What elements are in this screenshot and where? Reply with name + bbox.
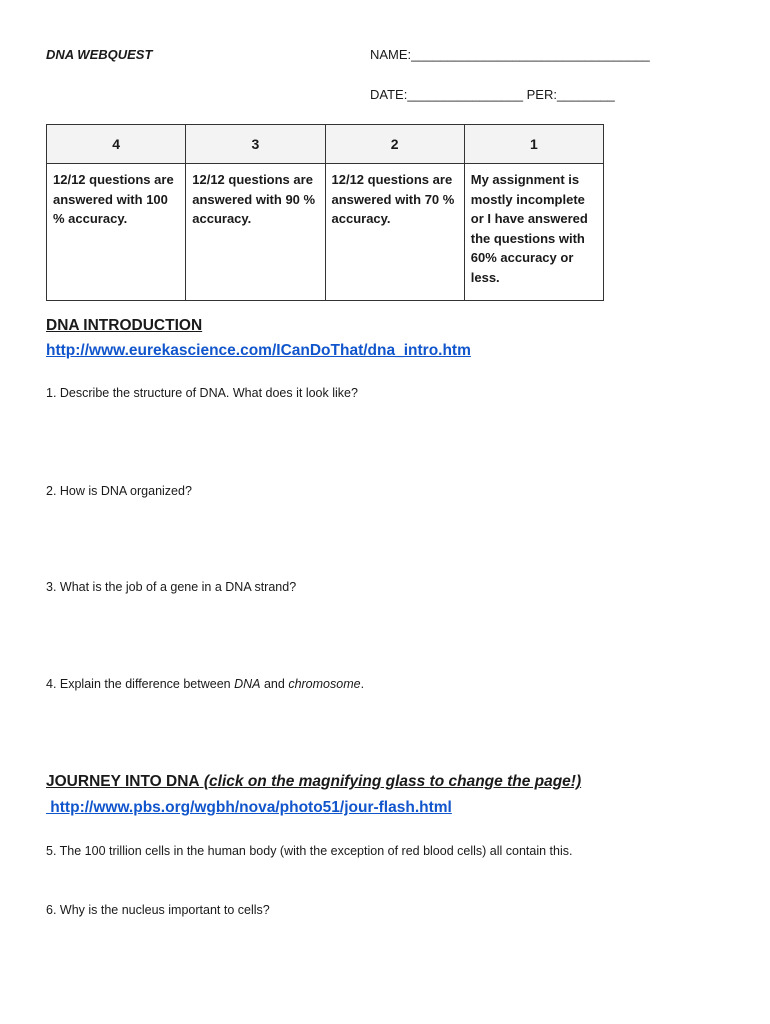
section-heading-journey-into-dna (46, 773, 581, 791)
rubric-description-4: 12/12 questions are answered with 100 % accuracy. (47, 164, 186, 301)
rubric-score-4: 4 (47, 125, 186, 164)
worksheet-title: DNA WEBQUEST (46, 47, 153, 62)
question-5: 5. The 100 trillion cells in the human body (with the exception of red blood cells) all contain this. (46, 844, 573, 858)
question-4-prefix: 4. Explain the difference between (46, 677, 235, 691)
question-6: 6. Why is the nucleus important to cells? (46, 903, 270, 917)
dna-intro-link[interactable]: http://www.eurekascience.com/ICanDoThat/dna_intro.htm (46, 342, 471, 359)
question-4-term-chromosome: chromosome (288, 677, 361, 691)
question-2: 2. How is DNA organized? (46, 484, 192, 498)
rubric-score-3: 3 (186, 125, 325, 164)
question-4 (46, 677, 364, 691)
section-heading-dna-introduction: DNA INTRODUCTION (46, 317, 203, 334)
question-3: 3. What is the job of a gene in a DNA strand? (46, 580, 297, 594)
journey-heading-note: (click on the magnifying glass to change the page!) (199, 773, 582, 790)
journey-into-dna-link[interactable]: http://www.pbs.org/wgbh/nova/photo51/jour-flash.html (46, 799, 452, 816)
rubric-description-1: My assignment is mostly incomplete or I have answered the questions with 60% accuracy or less. (464, 164, 603, 301)
rubric-score-1: 1 (464, 125, 603, 164)
journey-heading-text: JOURNEY INTO DNA (46, 773, 200, 790)
grading-rubric-table (46, 124, 604, 301)
question-4-suffix: . (360, 677, 365, 691)
question-4-middle: and (260, 677, 289, 691)
question-1: 1. Describe the structure of DNA. What does it look like? (46, 386, 358, 400)
rubric-description-3: 12/12 questions are answered with 90 % accuracy. (186, 164, 325, 301)
rubric-description-row (47, 164, 604, 301)
question-4-term-dna: DNA (234, 677, 261, 691)
rubric-score-2: 2 (325, 125, 464, 164)
name-field-line: NAME:_________________________________ (370, 47, 650, 62)
rubric-score-row (47, 125, 604, 164)
date-period-field-line: DATE:________________ PER:________ (370, 87, 615, 102)
rubric-description-2: 12/12 questions are answered with 70 % accuracy. (325, 164, 464, 301)
